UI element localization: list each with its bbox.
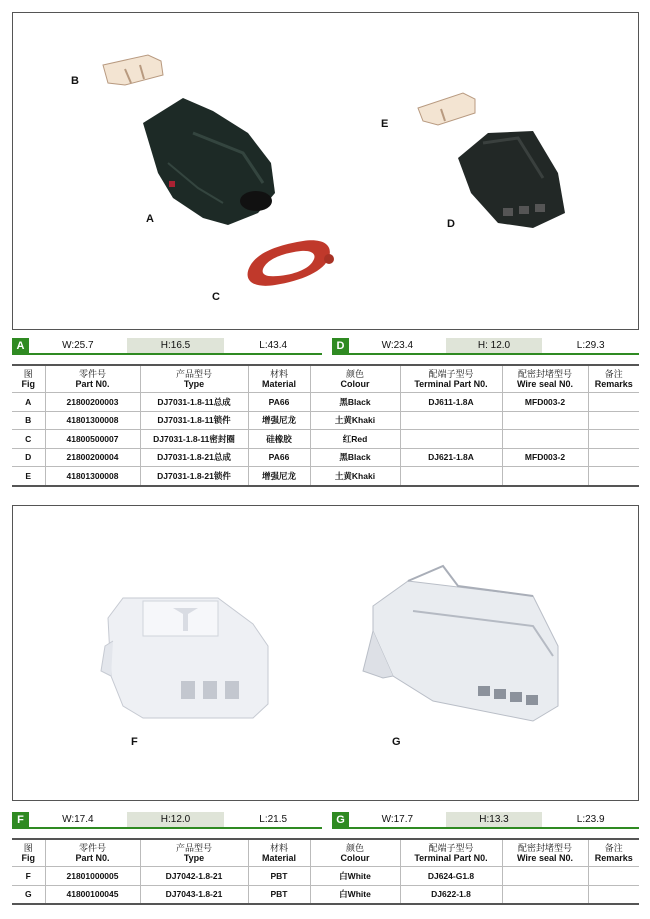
cell-wire-seal xyxy=(502,885,588,904)
cell-colour: 土黄Khaki xyxy=(310,467,400,486)
part-e-lock-image xyxy=(418,93,475,125)
dimensions-bar-f xyxy=(12,812,322,829)
col-part-no: 零件号 Part N0. xyxy=(45,365,140,393)
label-g: G xyxy=(392,736,401,748)
cell-terminal-part xyxy=(400,411,502,430)
dim-tag-d: D xyxy=(332,338,349,353)
label-c: C xyxy=(212,291,220,303)
col-material: 材料 Material xyxy=(248,839,310,867)
cell-material: 增强尼龙 xyxy=(248,411,310,430)
cell-type: DJ7043-1.8-21 xyxy=(140,885,248,904)
cell-type: DJ7031-1.8-21锁件 xyxy=(140,467,248,486)
cell-wire-seal xyxy=(502,867,588,886)
dim-height-f: H:12.0 xyxy=(127,812,225,827)
cell-fig: B xyxy=(12,411,45,430)
cell-colour: 土黄Khaki xyxy=(310,411,400,430)
dim-tag-g: G xyxy=(332,812,349,827)
cell-terminal-part: DJ621-1.8A xyxy=(400,448,502,467)
cell-remarks xyxy=(588,448,639,467)
cell-wire-seal: MFD003-2 xyxy=(502,393,588,412)
dimensions-bar-g xyxy=(332,812,639,829)
cell-terminal-part: DJ624-G1.8 xyxy=(400,867,502,886)
part-b-lock-image xyxy=(103,55,163,85)
dim-width-g: W:17.7 xyxy=(349,812,446,827)
photo-panel-top xyxy=(12,12,639,330)
dim-length-g: L:23.9 xyxy=(542,812,639,827)
col-remarks: 备注 Remarks xyxy=(588,839,639,867)
dimensions-bar-a xyxy=(12,338,322,355)
cell-material: 增强尼龙 xyxy=(248,467,310,486)
dim-tag-a: A xyxy=(12,338,29,353)
dim-width-d: W:23.4 xyxy=(349,338,446,353)
cell-terminal-part xyxy=(400,467,502,486)
cell-colour: 白White xyxy=(310,885,400,904)
cell-part-no: 21800200003 xyxy=(45,393,140,412)
cell-terminal-part xyxy=(400,430,502,449)
col-type: 产品型号 Type xyxy=(140,365,248,393)
cell-material: PA66 xyxy=(248,393,310,412)
cell-material: PBT xyxy=(248,885,310,904)
part-g-connector-image xyxy=(363,566,558,721)
cell-part-no: 41800100045 xyxy=(45,885,140,904)
table-row xyxy=(12,867,639,886)
cell-material: 硅橡胶 xyxy=(248,430,310,449)
cell-type: DJ7042-1.8-21 xyxy=(140,867,248,886)
col-terminal-part: 配端子型号 Terminal Part N0. xyxy=(400,839,502,867)
part-a-connector-image xyxy=(143,98,275,225)
connector-illustration-bottom xyxy=(13,506,638,800)
cell-terminal-part: DJ622-1.8 xyxy=(400,885,502,904)
col-terminal-part: 配端子型号 Terminal Part N0. xyxy=(400,365,502,393)
cell-part-no: 41801300008 xyxy=(45,467,140,486)
dim-height-a: H:16.5 xyxy=(127,338,225,353)
col-colour: 颜色 Colour xyxy=(310,365,400,393)
col-fig: 图 Fig xyxy=(12,365,45,393)
table-header-row xyxy=(12,839,639,867)
dim-length-f: L:21.5 xyxy=(224,812,322,827)
col-colour: 颜色 Colour xyxy=(310,839,400,867)
cell-part-no: 41801300008 xyxy=(45,411,140,430)
cell-colour: 黑Black xyxy=(310,393,400,412)
cell-wire-seal xyxy=(502,467,588,486)
spec-table-top xyxy=(12,364,639,487)
col-material: 材料 Material xyxy=(248,365,310,393)
cell-remarks xyxy=(588,430,639,449)
col-wire-seal: 配密封堵型号 Wire seal N0. xyxy=(502,365,588,393)
cell-fig: C xyxy=(12,430,45,449)
label-f: F xyxy=(131,736,138,748)
label-d: D xyxy=(447,218,455,230)
table-row xyxy=(12,885,639,904)
dim-height-d: H: 12.0 xyxy=(446,338,543,353)
col-wire-seal: 配密封堵型号 Wire seal N0. xyxy=(502,839,588,867)
table-header-row xyxy=(12,365,639,393)
cell-type: DJ7031-1.8-11密封圈 xyxy=(140,430,248,449)
cell-remarks xyxy=(588,393,639,412)
dimensions-bar-d xyxy=(332,338,639,355)
table-row xyxy=(12,448,639,467)
cell-material: PA66 xyxy=(248,448,310,467)
spec-table-bottom xyxy=(12,838,639,905)
cell-fig: F xyxy=(12,867,45,886)
cell-type: DJ7031-1.8-11总成 xyxy=(140,393,248,412)
cell-part-no: 41800500007 xyxy=(45,430,140,449)
cell-part-no: 21800200004 xyxy=(45,448,140,467)
cell-remarks xyxy=(588,867,639,886)
col-fig: 图 Fig xyxy=(12,839,45,867)
dim-width-f: W:17.4 xyxy=(29,812,127,827)
cell-part-no: 21801000005 xyxy=(45,867,140,886)
col-remarks: 备注 Remarks xyxy=(588,365,639,393)
part-d-connector-image xyxy=(458,131,565,228)
dim-tag-f: F xyxy=(12,812,29,827)
table-row xyxy=(12,430,639,449)
col-type: 产品型号 Type xyxy=(140,839,248,867)
part-c-seal-image xyxy=(248,240,334,286)
cell-remarks xyxy=(588,411,639,430)
cell-terminal-part: DJ611-1.8A xyxy=(400,393,502,412)
cell-type: DJ7031-1.8-21总成 xyxy=(140,448,248,467)
cell-wire-seal xyxy=(502,411,588,430)
table-row xyxy=(12,393,639,412)
cell-fig: A xyxy=(12,393,45,412)
label-a: A xyxy=(146,213,154,225)
table-row xyxy=(12,467,639,486)
cell-colour: 白White xyxy=(310,867,400,886)
cell-material: PBT xyxy=(248,867,310,886)
cell-colour: 红Red xyxy=(310,430,400,449)
cell-wire-seal xyxy=(502,430,588,449)
connector-illustration-top xyxy=(13,13,638,329)
table-row xyxy=(12,411,639,430)
cell-wire-seal: MFD003-2 xyxy=(502,448,588,467)
cell-type: DJ7031-1.8-11锁件 xyxy=(140,411,248,430)
dim-width-a: W:25.7 xyxy=(29,338,127,353)
cell-fig: D xyxy=(12,448,45,467)
dim-height-g: H:13.3 xyxy=(446,812,543,827)
dim-length-d: L:29.3 xyxy=(542,338,639,353)
photo-panel-bottom xyxy=(12,505,639,801)
cell-remarks xyxy=(588,885,639,904)
col-part-no: 零件号 Part N0. xyxy=(45,839,140,867)
label-b: B xyxy=(71,75,79,87)
cell-colour: 黑Black xyxy=(310,448,400,467)
cell-fig: G xyxy=(12,885,45,904)
part-f-connector-image xyxy=(101,598,268,718)
dim-length-a: L:43.4 xyxy=(224,338,322,353)
cell-remarks xyxy=(588,467,639,486)
cell-fig: E xyxy=(12,467,45,486)
label-e: E xyxy=(381,118,389,130)
